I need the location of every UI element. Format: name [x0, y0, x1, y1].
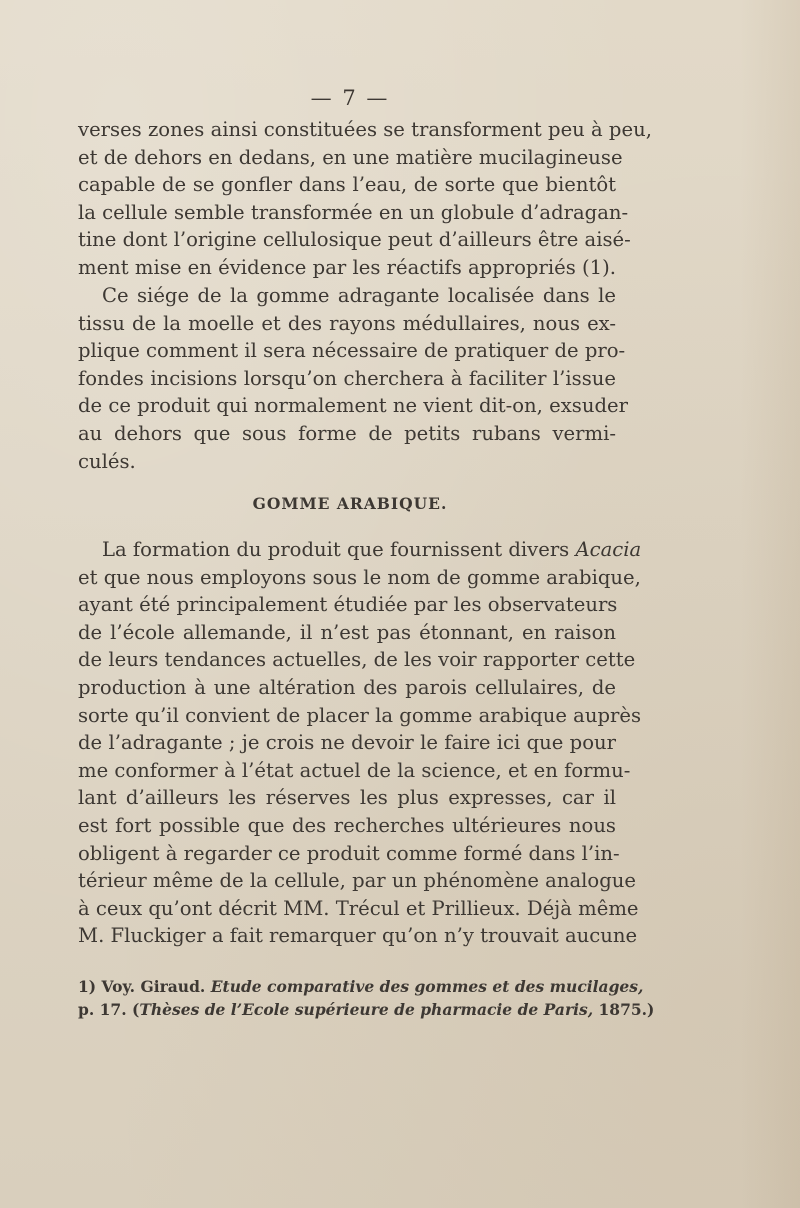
text-line: térieur même de la cellule, par un phénomène analogue	[78, 869, 636, 893]
paragraph-1	[78, 116, 652, 282]
text-line: obligent à regarder ce produit comme formé dans l’in-	[78, 841, 620, 865]
text-line: culés.	[78, 449, 136, 473]
text-line: de ce produit qui normalement ne vient dit-on, exsuder	[78, 394, 628, 418]
italic-term: Acacia	[575, 538, 642, 561]
paragraph-2	[78, 282, 628, 475]
text-line: tissu de la moelle et des rayons médullaires, nous ex-	[78, 311, 616, 335]
text-fragment: p. 17. (	[78, 999, 140, 1019]
text-line: et de dehors en dedans, en une matière mucilagineuse	[78, 145, 623, 169]
text-line: à ceux qu’ont décrit MM. Trécul et Prillieux. Déjà même	[78, 896, 639, 920]
text-line: ment mise en évidence par les réactifs appropriés (1).	[78, 255, 616, 279]
text-line: et que nous employons sous le nom de gomme arabique,	[78, 565, 641, 589]
paragraph-3	[78, 536, 642, 950]
text-line: fondes incisions lorsqu’on cherchera à faciliter l’issue	[78, 366, 616, 390]
text-line: verses zones ainsi constituées se transforment peu à peu,	[78, 118, 652, 141]
text-line: production à une altération des parois cellulaires, de	[78, 675, 616, 699]
text-line	[78, 536, 642, 564]
footnote-marker: 1) Voy. Giraud.	[78, 977, 211, 996]
footnote-line	[78, 976, 644, 999]
text-line: M. Fluckiger a fait remarquer qu’on n’y trouvait aucune	[78, 924, 638, 948]
text-line: est fort possible que des recherches ultérieures nous	[78, 813, 616, 837]
text-line: Ce siége de la gomme adragante localisée dans le	[102, 284, 616, 307]
page-number: — 7 —	[310, 86, 390, 110]
text-line: de leurs tendances actuelles, de les voir rapporter cette	[78, 648, 636, 672]
text-line: plique comment il sera nécessaire de pratiquer de pro-	[78, 339, 626, 363]
text-line: la cellule semble transformée en un globule d’adragan-	[78, 200, 629, 224]
text-line: capable de se gonfler dans l’eau, de sorte que bientôt	[78, 173, 616, 197]
footnote	[78, 976, 655, 1022]
text-line: lant d’ailleurs les réserves les plus expresses, car il	[78, 786, 616, 810]
text-line: sorte qu’il convient de placer la gomme arabique auprès	[78, 703, 642, 727]
text-line: ayant été principalement étudiée par les observateurs	[78, 593, 618, 617]
page-edge-shadow	[740, 0, 800, 1208]
footnote-title: Etude comparative des gommes et des mucilages,	[210, 977, 644, 996]
section-heading: GOMME ARABIQUE.	[252, 494, 448, 513]
text-line: de l’adragante ; je crois ne devoir le faire ici que pour	[78, 731, 616, 755]
text-line: tine dont l’origine cellulosique peut d’ailleurs être aisé-	[78, 228, 631, 252]
text-line: me conformer à l’état actuel de la science, et en formu-	[78, 758, 631, 782]
text-fragment: 1875.)	[593, 999, 655, 1019]
text-line: au dehors que sous forme de petits rubans vermi-	[78, 421, 616, 445]
footnote-line	[78, 999, 655, 1022]
text-fragment: La formation du produit que fournissent divers	[102, 538, 576, 561]
text-line: de l’école allemande, il n’est pas étonnant, en raison	[78, 620, 616, 644]
footnote-source: Thèses de l’Ecole supérieure de pharmacie de Paris,	[139, 999, 594, 1019]
